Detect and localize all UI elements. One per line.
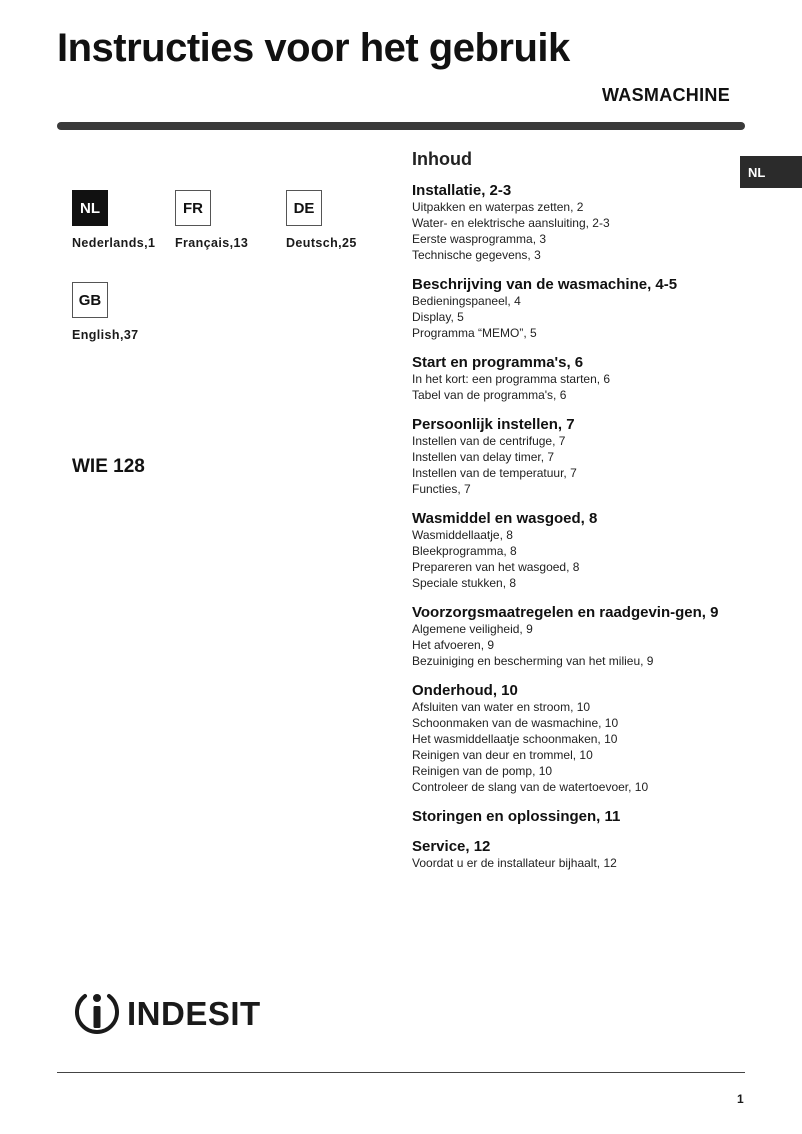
brand-logo	[72, 988, 261, 1038]
toc-item[interactable]: Reinigen van deur en trommel, 10	[412, 748, 593, 762]
toc-item[interactable]: Wasmiddellaatje, 8	[412, 528, 513, 542]
toc-item[interactable]: Bedieningspaneel, 4	[412, 294, 521, 308]
toc-section-title[interactable]: Service, 12	[412, 838, 491, 855]
header-divider	[57, 122, 745, 130]
toc-section-title[interactable]: Storingen en oplossingen, 11	[412, 808, 621, 825]
toc-section	[412, 417, 742, 497]
toc-section	[412, 809, 742, 825]
toc-item[interactable]: In het kort: een programma starten, 6	[412, 372, 611, 386]
toc-section-title[interactable]: Onderhoud, 10	[412, 682, 518, 699]
toc-section	[412, 605, 742, 669]
language-code-gb: GB	[72, 282, 108, 318]
language-code-de: DE	[286, 190, 322, 226]
language-fr[interactable]	[175, 190, 285, 250]
toc-section	[412, 355, 742, 403]
page-number: 1	[737, 1092, 744, 1106]
toc-section-title[interactable]: Installatie, 2-3	[412, 182, 512, 199]
toc-item[interactable]: Voordat u er de installateur bijhaalt, 12	[412, 856, 617, 870]
language-label-nl: Nederlands,1	[72, 236, 156, 250]
language-label-gb: English,37	[72, 328, 139, 342]
page-title: Instructies voor het gebruik	[57, 26, 570, 70]
product-type: WASMACHINE	[602, 85, 730, 105]
language-label-de: Deutsch,25	[286, 236, 357, 250]
toc-item[interactable]: Functies, 7	[412, 482, 471, 496]
toc-heading: Inhoud	[412, 149, 472, 169]
brand-name: INDESIT	[127, 994, 261, 1032]
model-number: WIE 128	[72, 456, 145, 477]
toc-section-title[interactable]: Voorzorgsmaatregelen en raadgevin-gen, 9	[412, 604, 719, 621]
toc-item[interactable]: Programma “MEMO”, 5	[412, 326, 537, 340]
toc-item[interactable]: Instellen van de temperatuur, 7	[412, 466, 577, 480]
toc-section-title[interactable]: Persoonlijk instellen, 7	[412, 416, 575, 433]
toc-item[interactable]: Het wasmiddellaatje schoonmaken, 10	[412, 732, 618, 746]
toc-item[interactable]: Uitpakken en waterpas zetten, 2	[412, 200, 584, 214]
toc-item[interactable]: Schoonmaken van de wasmachine, 10	[412, 716, 619, 730]
toc-item[interactable]: Water- en elektrische aansluiting, 2-3	[412, 216, 610, 230]
language-side-tab: NL	[740, 156, 802, 188]
toc-section	[412, 183, 742, 263]
toc-item[interactable]: Instellen van delay timer, 7	[412, 450, 555, 464]
toc-item[interactable]: Tabel van de programma's, 6	[412, 388, 567, 402]
toc-item[interactable]: Controleer de slang van de watertoevoer, 10	[412, 780, 649, 794]
toc-item[interactable]: Technische gegevens, 3	[412, 248, 541, 262]
language-code-fr: FR	[175, 190, 211, 226]
toc-item[interactable]: Afsluiten van water en stroom, 10	[412, 700, 591, 714]
language-gb[interactable]	[72, 282, 182, 342]
toc-item[interactable]: Prepareren van het wasgoed, 8	[412, 560, 580, 574]
toc-item[interactable]: Algemene veiligheid, 9	[412, 622, 533, 636]
toc-sections	[412, 183, 742, 871]
toc-item[interactable]: Het afvoeren, 9	[412, 638, 495, 652]
toc-section	[412, 277, 742, 341]
toc-section	[412, 839, 742, 871]
toc-section-title[interactable]: Wasmiddel en wasgoed, 8	[412, 510, 598, 527]
toc-item[interactable]: Instellen van de centrifuge, 7	[412, 434, 566, 448]
toc-item[interactable]: Reinigen van de pomp, 10	[412, 764, 553, 778]
toc-section	[412, 511, 742, 591]
toc-item[interactable]: Bezuiniging en bescherming van het milieu, 9	[412, 654, 654, 668]
language-label-fr: Français,13	[175, 236, 249, 250]
toc-section-title[interactable]: Beschrijving van de wasmachine, 4-5	[412, 276, 678, 293]
toc-item[interactable]: Display, 5	[412, 310, 464, 324]
language-nl[interactable]	[72, 190, 182, 250]
footer-divider	[57, 1072, 745, 1073]
toc-item[interactable]: Eerste wasprogramma, 3	[412, 232, 547, 246]
toc-section-title[interactable]: Start en programma's, 6	[412, 354, 584, 371]
toc-item[interactable]: Bleekprogramma, 8	[412, 544, 517, 558]
language-de[interactable]	[286, 190, 396, 250]
indesit-logo-icon	[72, 988, 122, 1038]
language-code-nl: NL	[72, 190, 108, 226]
toc-section	[412, 683, 742, 795]
toc-item[interactable]: Speciale stukken, 8	[412, 576, 517, 590]
table-of-contents	[412, 148, 742, 885]
